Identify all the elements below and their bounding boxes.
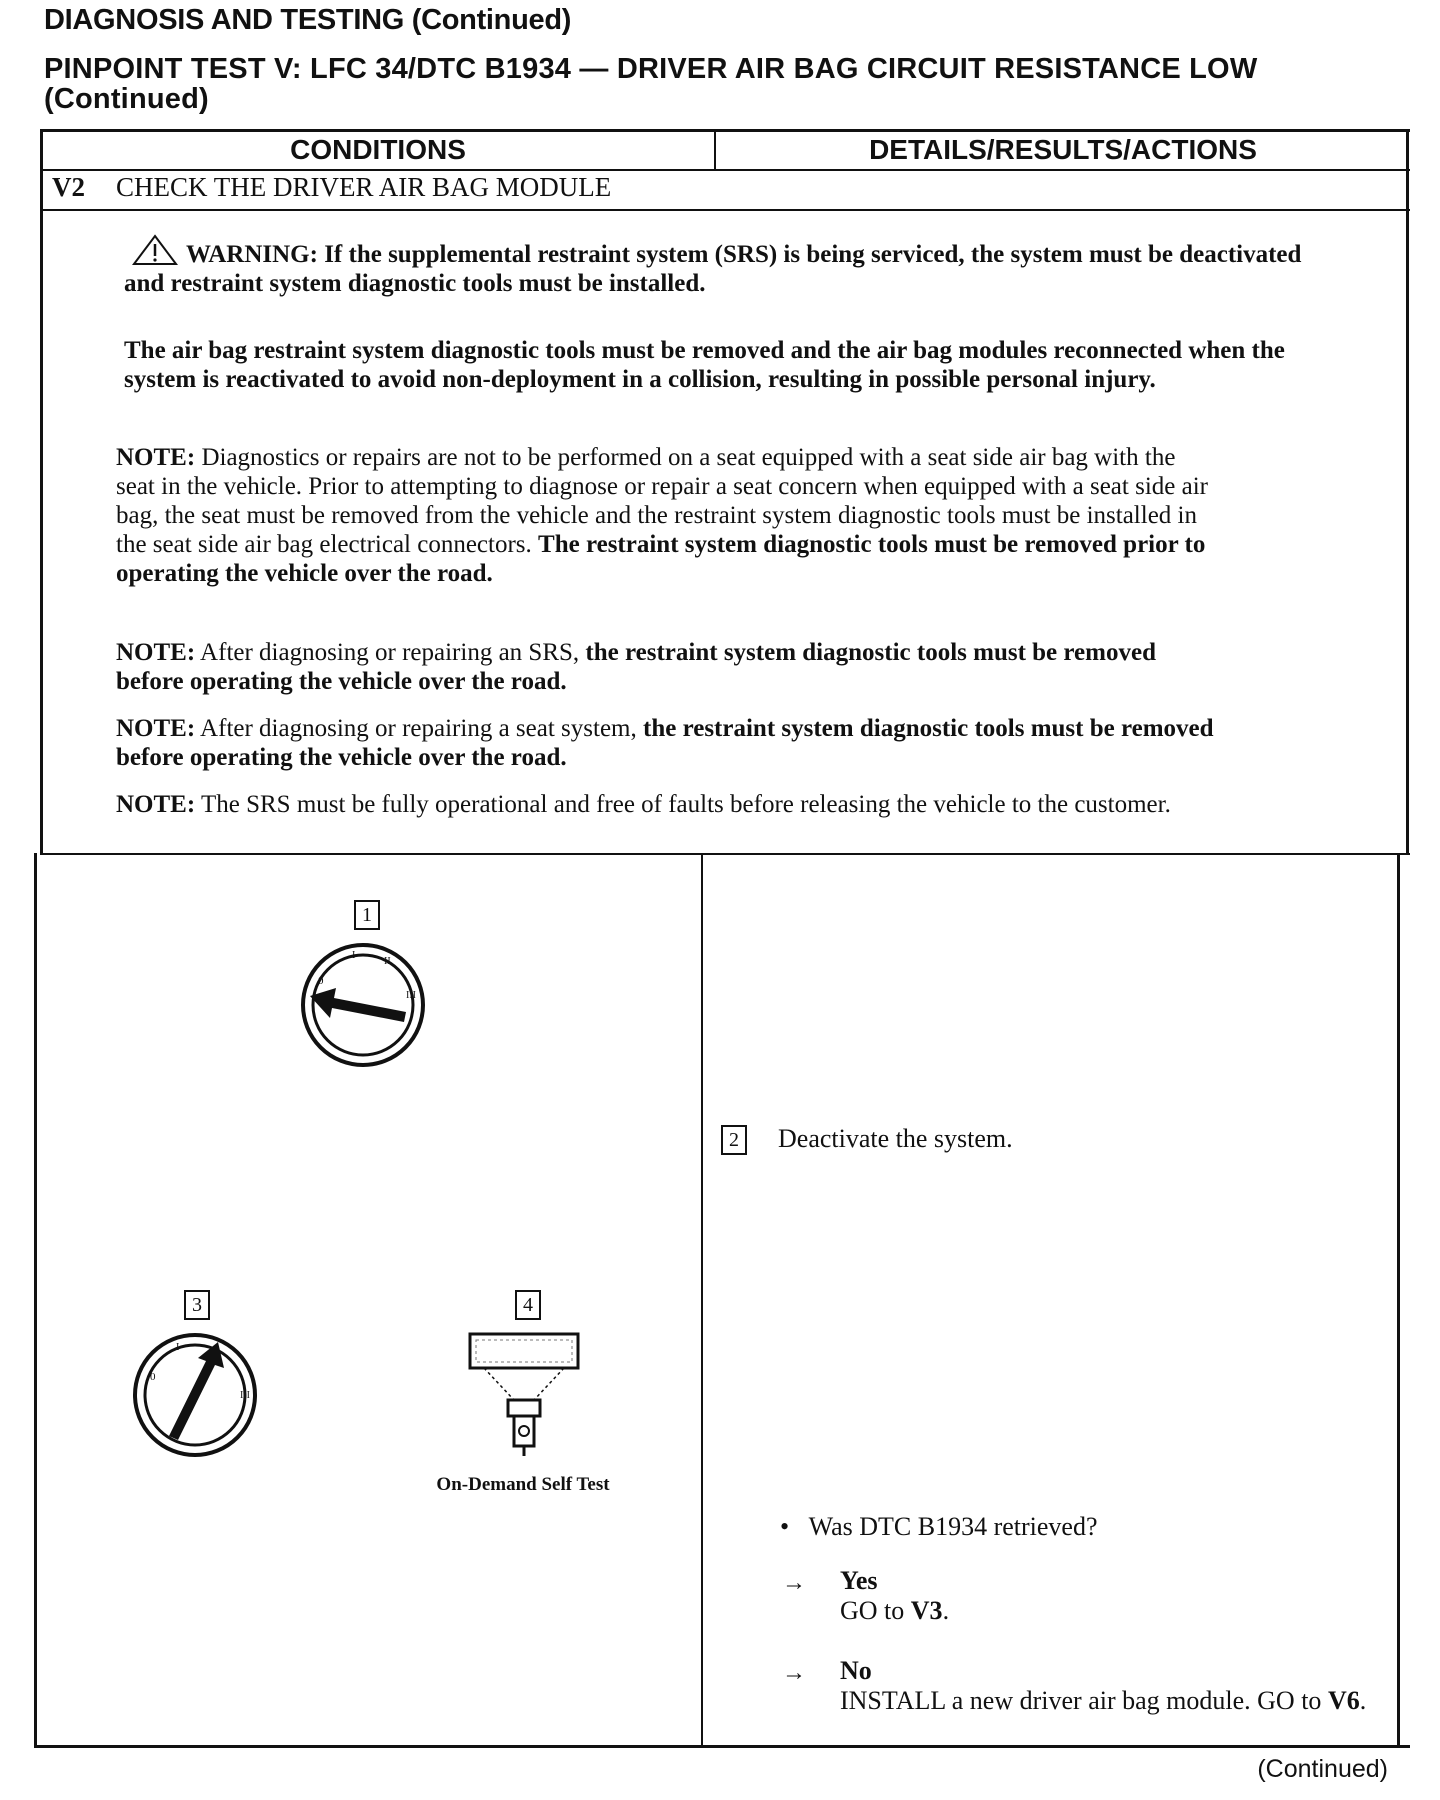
no-result bbox=[840, 1656, 1380, 1716]
page-heading: DIAGNOSIS AND TESTING (Continued) bbox=[44, 4, 572, 36]
note-label: NOTE: bbox=[116, 639, 196, 666]
column-header-details: DETAILS/RESULTS/ACTIONS bbox=[869, 134, 1257, 165]
warning-paragraph bbox=[124, 234, 1344, 298]
svg-text:0: 0 bbox=[318, 975, 324, 987]
note-3 bbox=[116, 714, 1216, 772]
no-label: No bbox=[840, 1656, 872, 1685]
continued-footer: (Continued) bbox=[1257, 1755, 1388, 1783]
note-text: The SRS must be fully operational and free of faults before releasing the vehicle to the customer. bbox=[195, 791, 1171, 818]
step-title: CHECK THE DRIVER AIR BAG MODULE bbox=[116, 172, 612, 202]
step-id: V2 bbox=[52, 172, 85, 202]
no-arrow-icon: → bbox=[782, 1660, 806, 1686]
warning-triangle-icon bbox=[132, 234, 178, 266]
result-question bbox=[780, 1512, 1098, 1542]
note-text: After diagnosing or repairing a seat system, bbox=[195, 715, 643, 742]
yes-target-link[interactable]: V3 bbox=[910, 1596, 943, 1625]
diagnostic-tester-icon bbox=[464, 1330, 584, 1470]
callout-1: 1 bbox=[354, 900, 380, 930]
note-bold-text: the restraint system diagnostic tools must be removed before operating the vehicle over the road. bbox=[116, 639, 1156, 695]
note-label: NOTE: bbox=[116, 791, 196, 818]
warning-paragraph-2: The air bag restraint system diagnostic tools must be removed and the air bag modules reconnected when the system is reactivated to avoid non-deployment in a collision, resulting in possible personal injury. bbox=[124, 337, 1285, 393]
no-action: INSTALL a new driver air bag module. GO to V6. bbox=[840, 1686, 1367, 1715]
svg-text:III: III bbox=[406, 990, 416, 1001]
note-text: Diagnostics or repairs are not to be performed on a seat equipped with a seat side air bag with the seat in the vehicle. Prior to attempting to diagnose or repair a seat concern when equipped with a seat side air bag, the seat must be removed from the vehicle and the restraint system diagnostic tools must be installed in the seat side air bag electrical connectors. bbox=[116, 444, 1208, 558]
svg-text:I: I bbox=[352, 950, 356, 961]
note-1 bbox=[116, 443, 1216, 588]
callout-4: 4 bbox=[515, 1290, 541, 1320]
callout-3: 3 bbox=[184, 1290, 210, 1320]
ignition-key-off-icon bbox=[296, 938, 430, 1072]
test-title: PINPOINT TEST V: LFC 34/DTC B1934 — DRIVER AIR BAG CIRCUIT RESISTANCE LOW (Continued) bbox=[44, 53, 1258, 115]
yes-label: Yes bbox=[840, 1566, 878, 1595]
yes-result bbox=[840, 1566, 1380, 1626]
yes-action: GO to V3. bbox=[840, 1596, 950, 1625]
note-label: NOTE: bbox=[116, 444, 196, 471]
note-bold-text: the restraint system diagnostic tools must be removed before operating the vehicle over the road. bbox=[116, 715, 1214, 771]
note-4 bbox=[116, 790, 1216, 819]
note-2 bbox=[116, 638, 1216, 696]
svg-text:0: 0 bbox=[150, 1371, 156, 1383]
yes-arrow-icon: → bbox=[782, 1570, 806, 1596]
step-title-row bbox=[52, 172, 611, 203]
ignition-key-on-icon bbox=[128, 1328, 262, 1462]
svg-text:II: II bbox=[384, 956, 391, 967]
tester-caption: On-Demand Self Test bbox=[436, 1474, 610, 1495]
note-bold-text: The restraint system diagnostic tools must be removed prior to operating the vehicle over the road. bbox=[116, 531, 1206, 587]
no-target-link[interactable]: V6 bbox=[1327, 1686, 1360, 1715]
step-2-instruction: Deactivate the system. bbox=[778, 1124, 1013, 1153]
note-text: After diagnosing or repairing an SRS, bbox=[195, 639, 586, 666]
callout-2: 2 bbox=[721, 1125, 747, 1155]
question-text: Was DTC B1934 retrieved? bbox=[808, 1512, 1098, 1541]
column-header-conditions: CONDITIONS bbox=[290, 134, 466, 165]
warning-text: WARNING: If the supplemental restraint system (SRS) is being serviced, the system must be deactivated and restraint system diagnostic tools must be installed. bbox=[124, 241, 1302, 297]
bullet-glyph: • bbox=[780, 1512, 790, 1541]
note-label: NOTE: bbox=[116, 715, 196, 742]
svg-text:I: I bbox=[176, 1342, 180, 1353]
svg-text:III: III bbox=[240, 1390, 250, 1401]
